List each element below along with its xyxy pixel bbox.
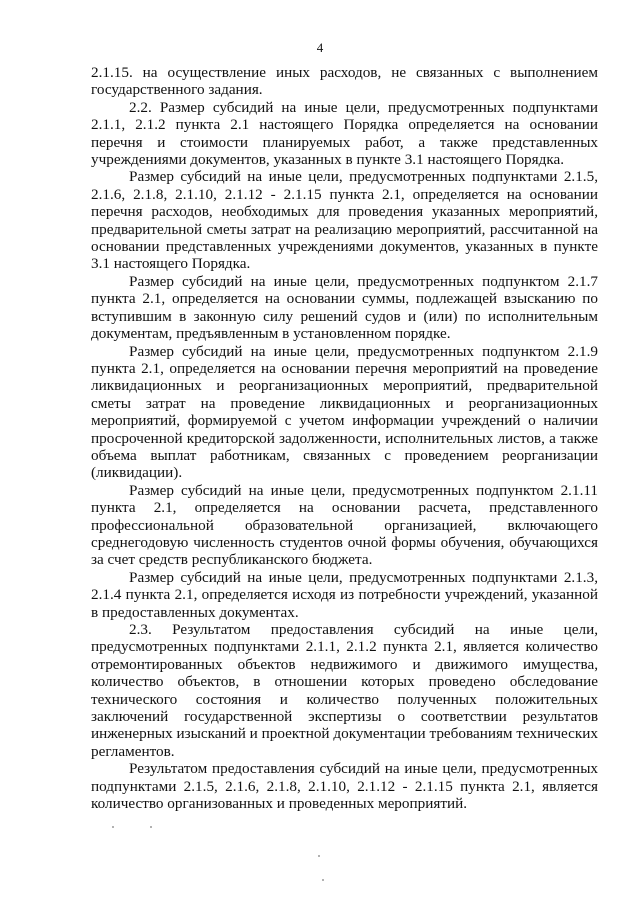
paragraph-subsidy-2-1-11: Размер субсидий на иные цели, предусмотренных подпунктом 2.1.11 пункта 2.1, определяется на основании расчета, представленного профессиональной образовательной организацией, включающего среднегодовую численность студентов очной формы обучения, обучающихся за счет средств республиканского бюджета. [91, 481, 598, 569]
scan-speck [322, 879, 324, 881]
paragraph-subsidy-2-1-7: Размер субсидий на иные цели, предусмотренных подпунктом 2.1.7 пункта 2.1, определяется на основании суммы, подлежащей взысканию по вступившим в законную силу решений судов и (или) по исполнительным документам, предъявленным в установленном порядке. [91, 272, 598, 343]
paragraph-2-3: 2.3. Результатом предоставления субсидий на иные цели, предусмотренных подпунктами 2.1.1, 2.1.2 пункта 2.1, является количество отремонтированных объектов недвижимого и движимого имущества, количество объектов, в отношении которых проведено обследование технического состояния и количество полученных положительных заключений государственной экспертизы о соответствии результатов инженерных изысканий и проектной документации требованиям технических регламентов. [91, 621, 598, 760]
scan-speck [150, 826, 152, 828]
document-body [91, 64, 598, 812]
paragraph-subsidy-2-1-3: Размер субсидий на иные цели, предусмотренных подпунктами 2.1.3, 2.1.4 пункта 2.1, определяется исходя из потребности учреждений, указанной в предоставленных документах. [91, 568, 598, 621]
paragraph-2-1-15: 2.1.15. на осуществление иных расходов, не связанных с выполнением государственного задания. [91, 64, 598, 99]
scan-speck [318, 855, 320, 857]
paragraph-2-2: 2.2. Размер субсидий на иные цели, предусмотренных подпунктами 2.1.1, 2.1.2 пункта 2.1 настоящего Порядка определяется на основании перечня и стоимости планируемых работ, а также представленных учреждениями документов, указанных в пункте 3.1 настоящего Порядка. [91, 98, 598, 169]
paragraph-result-2-1-5: Результатом предоставления субсидий на иные цели, предусмотренных подпунктами 2.1.5, 2.1.6, 2.1.8, 2.1.10, 2.1.12 - 2.1.15 пункта 2.1, является количество организованных и проведенных мероприятий. [91, 760, 598, 813]
paragraph-subsidy-2-1-5: Размер субсидий на иные цели, предусмотренных подпунктами 2.1.5, 2.1.6, 2.1.8, 2.1.10, 2.1.12 - 2.1.15 пункта 2.1, определяется на основании перечня расходов, необходимых для проведения указанных мероприятий, предварительной сметы затрат на реализацию мероприятий, рассчитанной на основании представленных учреждениями документов, указанных в пункте 3.1 настоящего Порядка. [91, 168, 598, 273]
paragraph-subsidy-2-1-9: Размер субсидий на иные цели, предусмотренных подпунктом 2.1.9 пункта 2.1, определяется на основании перечня мероприятий на проведение ликвидационных и реорганизационных мероприятий, предварительной сметы затрат на проведение ликвидационных и реорганизационных мероприятий, формируемой с учетом информации учреждений о наличии просроченной кредиторской задолженности, исполнительных листов, а также объема выплат работникам, связанных с проведением реорганизации (ликвидации). [91, 342, 598, 482]
page-number: 4 [316, 40, 324, 55]
scan-speck [112, 826, 114, 828]
